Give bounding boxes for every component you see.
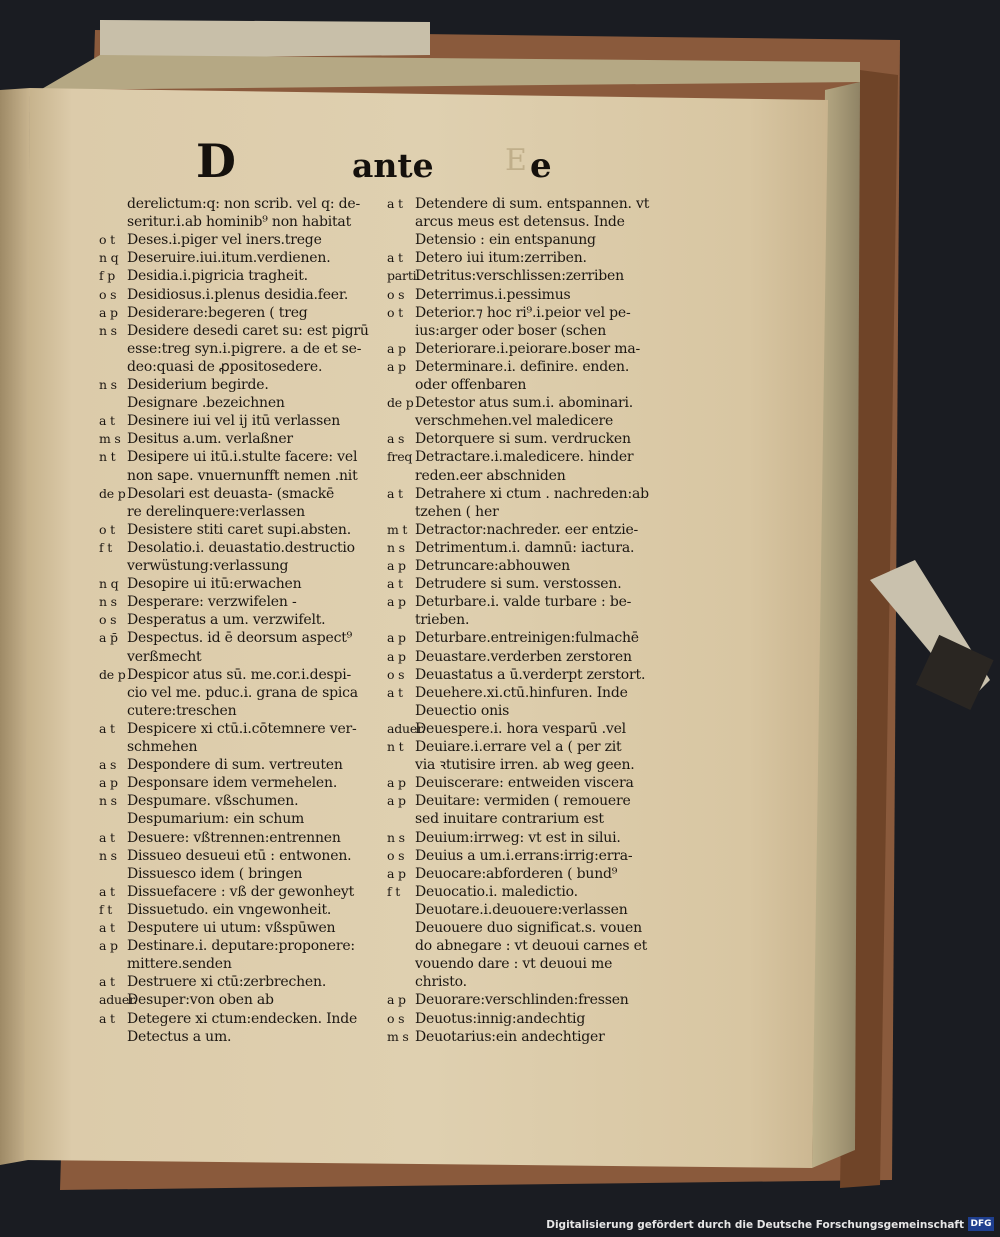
entry-text: Destinare.i. deputare:proponere: — [127, 938, 355, 955]
grammar-mark: a t — [99, 1010, 115, 1026]
dictionary-line — [387, 900, 628, 920]
dictionary-line — [99, 520, 351, 540]
grammar-mark: a p — [387, 648, 406, 664]
grammar-mark: a p̄ — [99, 630, 118, 646]
dictionary-line — [99, 303, 308, 323]
dictionary-line — [99, 212, 351, 232]
entry-text: Desitus a.um. verlaßner — [127, 431, 293, 448]
dictionary-line — [99, 683, 358, 703]
grammar-mark: n t — [99, 449, 116, 465]
dictionary-line — [387, 393, 633, 413]
entry-text: cutere:treschen — [127, 702, 237, 719]
entry-text: Detegere xi ctum:endecken. Inde — [127, 1010, 358, 1027]
entry-text: Deuespere.i. hora vesparū .vel — [415, 720, 626, 737]
dictionary-line — [387, 212, 625, 232]
entry-text: Detrimentum.i. damnū: iactura. — [415, 539, 635, 556]
entry-text: Desolatio.i. deuastatio.destructio — [127, 539, 355, 556]
dictionary-line — [387, 918, 642, 938]
grammar-mark: n s — [99, 322, 117, 338]
grammar-mark: a t — [99, 974, 115, 990]
entry-text: Deuouere duo significat.s. vouen — [415, 920, 642, 936]
entry-text: Detectus a um. — [127, 1028, 232, 1045]
grammar-mark: a p — [387, 594, 406, 610]
dictionary-line — [387, 303, 631, 323]
grammar-mark: f t — [387, 883, 401, 899]
grammar-mark: a p — [387, 793, 406, 809]
top-headband — [100, 20, 430, 58]
entry-text: tzehen ( her — [415, 503, 499, 520]
dictionary-line — [99, 773, 337, 793]
grammar-mark: a t — [387, 196, 403, 211]
dictionary-line — [99, 864, 302, 884]
entry-text: arcus meus est detensus. Inde — [415, 214, 625, 231]
entry-text: verßmecht — [127, 648, 202, 665]
entry-text: Deuius a um.i.errans:irrig:erra- — [415, 847, 633, 864]
grammar-mark: freq — [387, 449, 413, 465]
grammar-mark: n s — [99, 377, 117, 392]
dictionary-line — [99, 737, 197, 757]
dictionary-line — [99, 1027, 231, 1047]
dictionary-line — [387, 719, 626, 739]
entry-text: trieben. — [415, 612, 470, 629]
entry-text: Deuorare:verschlinden:fressen — [415, 992, 629, 1009]
dictionary-line — [99, 900, 331, 920]
dictionary-line — [99, 339, 361, 359]
entry-text: Detrudere si sum. verstossen. — [415, 576, 622, 593]
entry-text: seritur.i.ab hominib⁹ non habitat — [127, 214, 352, 231]
dictionary-line — [387, 248, 587, 268]
grammar-mark: n q — [99, 250, 119, 266]
grammar-mark: n q — [99, 576, 119, 592]
entry-text: Deuocare:abforderen ( bund⁹ — [415, 865, 618, 882]
entry-text: Deuocatio.i. maledictio. — [415, 883, 578, 900]
grammar-mark: n s — [387, 829, 405, 845]
entry-text: Deuitare: vermiden ( remouere — [415, 793, 631, 810]
entry-text: Desidere desedi caret su: est pigrū — [127, 322, 369, 339]
entry-text: Detractare.i.maledicere. hinder — [415, 449, 634, 466]
grammar-mark: a t — [99, 413, 115, 429]
heading-section: ante — [352, 146, 434, 185]
dictionary-line — [387, 556, 570, 576]
dictionary-line — [387, 339, 640, 359]
dictionary-line — [387, 755, 635, 775]
entry-text: Deuotare.i.deuouere:verlassen — [415, 901, 628, 918]
grammar-mark: de p — [99, 485, 126, 501]
entry-text: Deuehere.xi.ctū.hinfuren. Inde — [415, 684, 628, 701]
entry-text: Despondere di sum. vertreuten — [127, 757, 343, 774]
dictionary-line — [387, 954, 612, 974]
grammar-mark: de p — [99, 666, 126, 682]
grammar-mark: o t — [387, 304, 403, 320]
grammar-mark: a p — [387, 630, 406, 646]
grammar-mark: a p — [387, 865, 406, 881]
dictionary-line — [99, 791, 298, 811]
dictionary-line — [387, 610, 469, 630]
dictionary-line — [387, 972, 467, 992]
entry-text: reden.eer abschniden — [415, 467, 566, 484]
entry-text: Deturbare.entreinigen:fulmachē — [415, 630, 639, 647]
entry-text: Deterior.⁊ hoc ri⁹.i.peior vel pe- — [415, 304, 631, 321]
dictionary-line — [387, 502, 499, 522]
dictionary-line — [99, 809, 304, 829]
entry-text: vouendo dare : vt deuoui me — [415, 956, 613, 973]
grammar-mark: o t — [99, 521, 115, 537]
grammar-mark: o s — [387, 286, 405, 302]
entry-text: do abnegare : vt deuoui carnes et — [415, 938, 648, 955]
grammar-mark: aduer. — [387, 720, 426, 736]
entry-text: Deuiare.i.errare vel a ( per zit — [415, 739, 622, 755]
entry-text: Deteriorare.i.peiorare.boser ma- — [415, 340, 640, 357]
dictionary-line — [99, 665, 351, 685]
dfg-logo: DFG — [968, 1217, 994, 1231]
entry-text: Detritus:verschlissen:zerriben — [415, 268, 624, 285]
grammar-mark: a s — [387, 431, 405, 447]
entry-text: Despicor atus sū. me.cor.i.despi- — [127, 666, 352, 683]
dictionary-line — [387, 846, 632, 866]
dictionary-line — [387, 592, 631, 612]
grammar-mark: a t — [99, 829, 115, 845]
entry-text: Designare .bezeichnen — [127, 395, 285, 412]
dictionary-line — [99, 375, 269, 395]
dictionary-line — [99, 574, 301, 594]
grammar-mark: n t — [387, 739, 404, 754]
entry-text: Detruncare:abhouwen — [415, 558, 570, 574]
entry-text: non sape. vnuernunfft nemen .nit — [127, 467, 358, 484]
footer-credit: Digitalisierung gefördert durch die Deutsche Forschungsgemeinschaft — [546, 1219, 964, 1231]
grammar-mark: n s — [387, 539, 405, 555]
entry-text: Deses.i.piger vel iners.trege — [127, 232, 322, 249]
grammar-mark: o s — [387, 666, 405, 682]
grammar-mark: f p — [99, 268, 116, 284]
grammar-mark: a t — [99, 920, 115, 935]
dictionary-line — [387, 484, 649, 504]
dictionary-line — [387, 194, 649, 214]
entry-text: Deturbare.i. valde turbare : be- — [415, 594, 632, 611]
grammar-mark: o s — [99, 612, 117, 628]
entry-text: oder offenbaren — [415, 377, 527, 393]
grammar-mark: m t — [387, 521, 408, 537]
dictionary-line — [387, 429, 631, 449]
grammar-mark: a t — [387, 684, 403, 700]
entry-text: Deseruire.iui.itum.verdienen. — [127, 250, 331, 267]
entry-text: verwüstung:verlassung — [127, 558, 289, 574]
dictionary-line — [99, 610, 325, 630]
dictionary-line — [387, 321, 606, 341]
grammar-mark: a t — [99, 883, 115, 899]
grammar-mark: f t — [99, 539, 113, 555]
grammar-mark: parti. — [387, 268, 421, 284]
entry-text: Desperatus a um. verzwifelt. — [127, 612, 326, 629]
grammar-mark: o t — [99, 232, 115, 248]
grammar-mark: a t — [99, 720, 115, 736]
grammar-mark: a p — [99, 938, 118, 954]
entry-text: Desiderare:begeren ( treg — [127, 304, 308, 321]
dictionary-line — [99, 194, 360, 214]
heading-next-letter: e — [530, 146, 552, 186]
grammar-mark: a t — [387, 485, 403, 501]
entry-text: Desuper:von oben ab — [127, 992, 274, 1009]
dictionary-line — [99, 755, 343, 775]
dictionary-line — [99, 828, 341, 848]
entry-text: Detrahere xi ctum . nachreden:ab — [415, 485, 649, 502]
entry-text: Detorquere si sum. verdrucken — [415, 431, 631, 448]
grammar-mark: a p — [387, 775, 406, 791]
dictionary-line — [387, 466, 566, 486]
dictionary-line — [99, 230, 322, 250]
entry-text: Deuotus:innig:andechtig — [415, 1010, 586, 1027]
entry-text: Desipere ui itū.i.stulte facere: vel — [127, 449, 358, 466]
dictionary-line — [99, 556, 288, 576]
dictionary-line — [99, 321, 369, 341]
entry-text: Destruere xi ctū:zerbrechen. — [127, 974, 327, 991]
grammar-mark: o s — [387, 847, 405, 863]
entry-text: Desidia.i.pigricia tragheit. — [127, 268, 308, 285]
dictionary-line — [99, 285, 348, 305]
entry-text: Determinare.i. definire. enden. — [415, 358, 630, 375]
dictionary-line — [99, 447, 357, 467]
entry-text: esse:treg syn.i.pigrere. a de et se- — [127, 340, 362, 357]
dictionary-line — [387, 230, 596, 250]
dictionary-line — [99, 719, 357, 739]
entry-text: Detractor:nachreder. eer entzie- — [415, 521, 639, 538]
dictionary-line — [387, 791, 631, 811]
entry-text: mittere.senden — [127, 956, 232, 973]
dictionary-line — [387, 701, 509, 721]
dictionary-line — [99, 502, 305, 522]
dictionary-line — [387, 665, 645, 685]
entry-text: deo:quasi de ꝓpositosedere. — [127, 358, 323, 375]
dictionary-line — [99, 429, 293, 449]
entry-text: Deterrimus.i.pessimus — [415, 286, 571, 303]
entry-text: Deuiscerare: entweiden viscera — [415, 775, 634, 792]
entry-text: cio vel me. pduc.i. grana de spica — [127, 684, 358, 701]
dictionary-line — [387, 809, 604, 829]
grammar-mark: a p — [99, 304, 118, 320]
entry-text: christo. — [415, 974, 467, 991]
entry-text: Desopire ui itū:erwachen — [127, 576, 302, 593]
dictionary-line — [387, 538, 634, 558]
entry-text: ius:arger oder boser (schen — [415, 322, 607, 339]
entry-text: Deuium:irrweg: vt est in silui. — [415, 829, 621, 846]
dictionary-line — [387, 574, 621, 594]
entry-text: schmehen — [127, 739, 198, 755]
entry-text: Desistere stiti caret supi.absten. — [127, 521, 351, 538]
dictionary-line — [387, 266, 624, 286]
entry-text: Desputere ui utum: vßspūwen — [127, 920, 336, 936]
dictionary-line — [99, 936, 355, 956]
dictionary-line — [387, 1009, 585, 1029]
grammar-mark: a p — [387, 358, 406, 374]
grammar-mark: de p — [387, 395, 414, 411]
grammar-mark: n s — [99, 793, 117, 809]
dictionary-line — [99, 628, 352, 648]
entry-text: sed inuitare contrarium est — [415, 811, 604, 828]
dictionary-line — [387, 411, 613, 431]
entry-text: Detendere di sum. entspannen. vt — [415, 196, 650, 212]
dictionary-line — [99, 393, 285, 413]
entry-text: Desolari est deuasta- (smackē — [127, 485, 335, 502]
dictionary-line — [99, 954, 232, 974]
entry-text: Despectus. id ē deorsum aspect⁹ — [127, 630, 353, 647]
dictionary-line — [99, 538, 355, 558]
grammar-mark: a p — [387, 558, 406, 573]
entry-text: Desuere: vßtrennen:entrennen — [127, 829, 341, 846]
grammar-mark: n s — [99, 594, 117, 610]
grammar-mark: a p — [99, 775, 118, 791]
dictionary-line — [387, 828, 621, 848]
dictionary-line — [387, 375, 526, 395]
entry-text: re derelinquere:verlassen — [127, 503, 305, 520]
dictionary-line — [387, 1027, 605, 1047]
dictionary-line — [99, 466, 358, 486]
entry-text: Dissuesco idem ( bringen — [127, 865, 303, 882]
dictionary-line — [99, 484, 334, 504]
entry-text: Dissueo desueui etū : entwonen. — [127, 847, 352, 864]
dictionary-line — [99, 846, 351, 866]
grammar-mark: n s — [99, 847, 117, 863]
entry-text: Desponsare idem vermehelen. — [127, 775, 338, 792]
grammar-mark: aduer. — [99, 992, 138, 1008]
entry-text: Desinere iui vel ij itū verlassen — [127, 413, 341, 430]
dictionary-line — [387, 628, 639, 648]
dictionary-line — [387, 683, 628, 703]
dictionary-line — [387, 737, 621, 757]
dictionary-line — [99, 701, 236, 721]
dictionary-line — [99, 972, 326, 992]
entry-text: Deuectio onis — [415, 702, 510, 719]
grammar-mark: a p — [387, 340, 406, 356]
dictionary-line — [99, 990, 274, 1010]
dictionary-line — [99, 1009, 357, 1029]
dictionary-line — [99, 882, 354, 902]
entry-text: Deuotarius:ein andechtiger — [415, 1028, 605, 1045]
dictionary-line — [387, 520, 638, 540]
grammar-mark: a p — [387, 992, 406, 1008]
dictionary-line — [387, 647, 632, 667]
entry-text: Despumarium: ein schum — [127, 811, 305, 828]
entry-text: Deuastatus a ū.verderpt zerstort. — [415, 666, 646, 683]
dictionary-line — [99, 357, 322, 377]
dictionary-line — [99, 592, 296, 612]
entry-text: Despumare. vßschumen. — [127, 793, 299, 810]
entry-text: Desperare: verzwifelen - — [127, 594, 297, 611]
dictionary-line — [387, 447, 633, 467]
grammar-mark: m s — [387, 1028, 409, 1044]
grammar-mark: m s — [99, 431, 121, 447]
grammar-mark: f t — [99, 901, 113, 917]
entry-text: verschmehen.vel maledicere — [415, 413, 614, 430]
dictionary-line — [99, 647, 201, 667]
entry-text: Dissuetudo. ein vngewonheit. — [127, 901, 332, 918]
grammar-mark: a s — [99, 757, 117, 773]
entry-text: Detestor atus sum.i. abominari. — [415, 395, 634, 412]
entry-text: derelictum:q: non scrib. vel q: de- — [127, 196, 360, 212]
entry-text: via ꝛtutisire irren. ab weg geen. — [415, 757, 635, 774]
grammar-mark: a t — [387, 576, 403, 592]
grammar-mark: o s — [99, 286, 117, 302]
entry-text: Deuastare.verderben zerstoren — [415, 648, 632, 665]
grammar-mark: a t — [387, 250, 403, 266]
entry-text: Desidiosus.i.plenus desidia.feer. — [127, 286, 349, 303]
dictionary-line — [387, 864, 617, 884]
dictionary-line — [387, 990, 629, 1010]
entry-text: Detensio : ein entspanung — [415, 232, 596, 249]
dictionary-line — [387, 357, 629, 377]
dictionary-line — [99, 248, 330, 268]
dictionary-line — [387, 936, 647, 956]
dictionary-line — [99, 411, 340, 431]
grammar-mark: o s — [387, 1010, 405, 1026]
dictionary-line — [387, 773, 634, 793]
entry-text: Despicere xi ctū.i.cōtemnere ver- — [127, 720, 357, 737]
dictionary-line — [99, 918, 335, 938]
entry-text: Dissuefacere : vß der gewonheyt — [127, 883, 355, 900]
show-through-heading: E — [505, 143, 527, 178]
entry-text: Desiderium begirde. — [127, 377, 269, 393]
dictionary-line — [99, 266, 308, 286]
heading-letter: D — [196, 134, 236, 188]
entry-text: Detero iui itum:zerriben. — [415, 250, 587, 267]
dictionary-line — [387, 285, 571, 305]
dictionary-line — [387, 882, 578, 902]
